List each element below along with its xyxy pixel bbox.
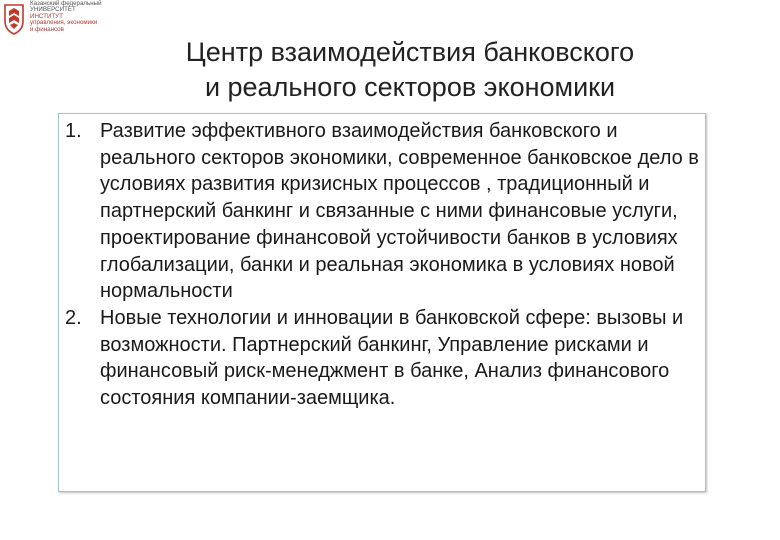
topics-list xyxy=(65,118,705,412)
slide-title xyxy=(60,35,760,105)
item-number: 1. xyxy=(65,120,82,142)
list-item xyxy=(65,118,705,305)
university-emblem-icon xyxy=(3,3,25,35)
logo-line: УНИВЕРСИТЕТ xyxy=(30,6,76,14)
item-text: Новые технологии и инновации в банковской сфере: вызовы и возможности. Партнерский банкинг, Управление рисками и финансовый риск-менеджмент в банке, Анализ финансового состояния компании-заемщика. xyxy=(100,306,684,410)
item-number: 2. xyxy=(65,306,82,329)
university-logo-text xyxy=(30,1,140,33)
list-item xyxy=(65,305,705,412)
slide-title-line: и реального секторов экономики xyxy=(204,72,616,102)
logo-line: ИНСТИТУТ xyxy=(30,12,63,20)
logo-line: управления, экономики xyxy=(30,19,98,27)
item-text: Развитие эффективного взаимодействия банковского и реального секторов экономики, современное банковское дело в условиях развития кризисных процессов , традиционный и партнерский банкинг и связанные с ними финансовые услуги, проектирование финансовой устойчивости банков в условиях глобализации, банки и реальная экономика в условиях новой нормальности xyxy=(100,120,699,303)
content-box xyxy=(58,113,706,492)
logo-line: Казанский федеральный xyxy=(30,0,102,7)
logo-line: и финансов xyxy=(30,25,64,33)
slide-title-line: Центр взаимодействия банковского xyxy=(185,37,635,67)
